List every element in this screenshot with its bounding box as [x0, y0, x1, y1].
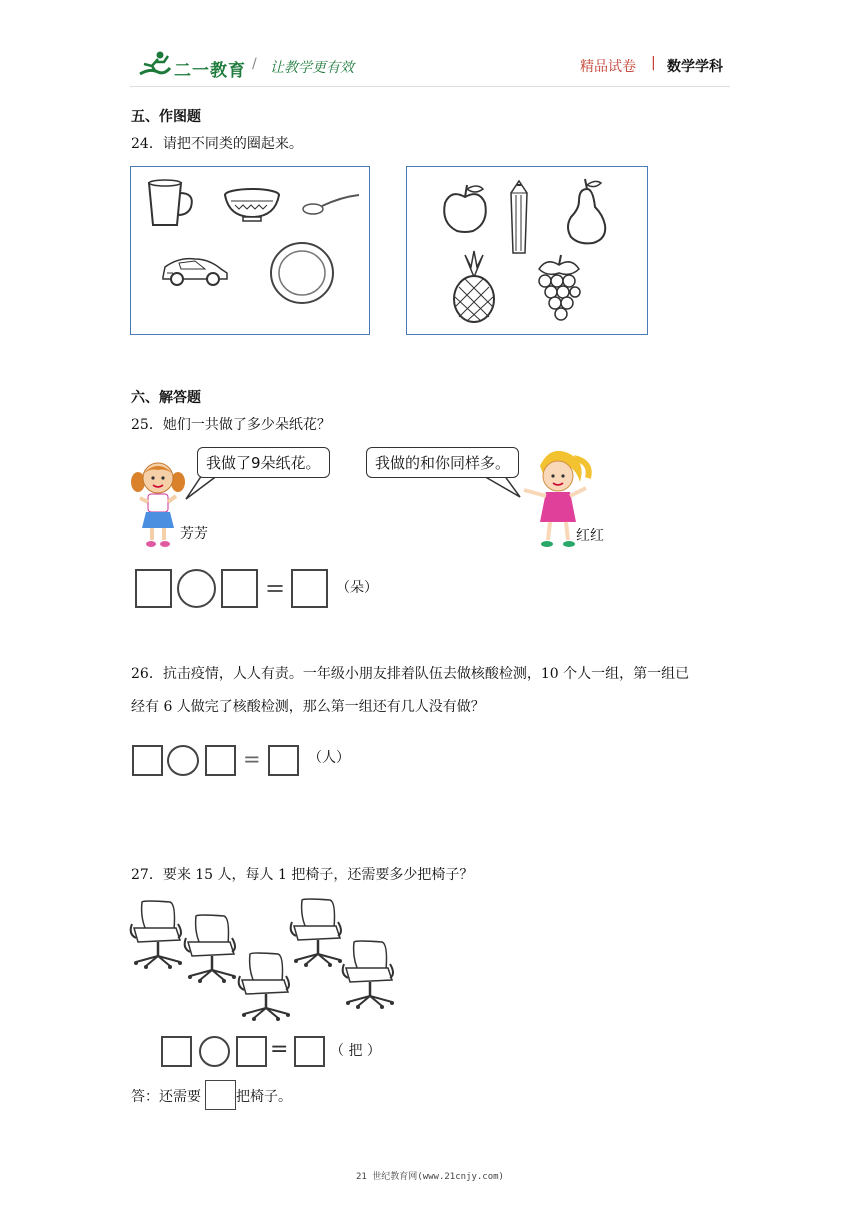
slogan-divider: / [252, 56, 257, 72]
unit-q25: （朵） [336, 580, 378, 596]
answer-box-q27-sentence[interactable] [205, 1080, 236, 1110]
answer-box-q25-1[interactable] [135, 569, 172, 608]
question-25: 25．她们一共做了多少朵纸花？ [131, 417, 331, 433]
speech-bubble-honghong: 我做的和你同样多。 [366, 447, 519, 478]
unit-q26: （人） [308, 750, 350, 766]
chair-icon-5 [342, 940, 398, 1012]
bowl-icon [223, 187, 281, 223]
tableware-picture-box [130, 166, 370, 335]
question-26-line2: 经有 6 人做完了核酸检测，那么第一组还有几人没有做？ [131, 699, 485, 715]
answer-q27-prefix: 答：还需要 [131, 1089, 201, 1105]
plate-icon [269, 241, 335, 305]
pineapple-icon [451, 251, 497, 323]
pencil-icon [509, 179, 531, 257]
brand-slogan: 让教学更有效 [270, 60, 354, 76]
unit-q27: （ 把 ） [330, 1043, 381, 1059]
answer-box-q27-result[interactable] [294, 1036, 325, 1067]
question-26-line1: 26．抗击疫情，人人有责。一年级小朋友排着队伍去做核酸检测，10 个人一组，第一组已 [131, 666, 690, 682]
toy-car-icon [159, 251, 231, 289]
question-27: 27．要来 15 人，每人 1 把椅子，还需要多少把椅子？ [131, 867, 474, 883]
spoon-icon [301, 191, 361, 217]
header-divider: | [651, 55, 656, 71]
section-title-drawing: 五、作图题 [131, 109, 201, 125]
name-fangfang: 芳芳 [180, 526, 208, 542]
footer-source: 21 世纪教育网(www.21cnjy.com) [356, 1172, 504, 1182]
question-24: 24．请把不同类的圈起来。 [131, 136, 303, 152]
answer-q27-suffix: 把椅子。 [236, 1089, 292, 1105]
name-honghong: 红红 [576, 528, 604, 544]
chair-icon-2 [184, 914, 240, 986]
brand-name: 二一教育 [174, 61, 246, 81]
answer-box-q27-2[interactable] [236, 1036, 267, 1067]
equals-sign-q25: = [265, 574, 286, 602]
apple-icon [441, 183, 489, 235]
fruit-picture-box [406, 166, 648, 335]
answer-box-q26-2[interactable] [205, 745, 236, 776]
header [0, 0, 860, 90]
answer-box-q25-result[interactable] [291, 569, 328, 608]
answer-box-q25-2[interactable] [221, 569, 258, 608]
header-tag-premium: 精品试卷 [580, 59, 636, 75]
section-title-solve: 六、解答题 [131, 390, 201, 406]
speech-bubble-fangfang: 我做了9朵纸花。 [197, 447, 330, 478]
grapes-icon [531, 255, 585, 325]
answer-box-q26-result[interactable] [268, 745, 299, 776]
answer-box-q26-1[interactable] [132, 745, 163, 776]
chair-icon-4 [290, 898, 346, 970]
header-tag-subject: 数学学科 [667, 59, 723, 75]
answer-circle-q27-operator[interactable] [199, 1036, 230, 1067]
header-rule [130, 86, 730, 87]
runner-logo-icon [136, 50, 172, 78]
cup-icon [145, 179, 197, 229]
answer-circle-q26-operator[interactable] [167, 745, 199, 776]
girl-fangfang-illustration [130, 460, 186, 548]
answer-box-q27-1[interactable] [161, 1036, 192, 1067]
equals-sign-q26: = [243, 747, 261, 771]
chair-icon-3 [238, 952, 294, 1024]
equals-sign-q27: = [270, 1037, 289, 1062]
answer-circle-q25-operator[interactable] [177, 569, 216, 608]
chair-icon-1 [130, 900, 186, 972]
pear-icon [563, 177, 611, 245]
